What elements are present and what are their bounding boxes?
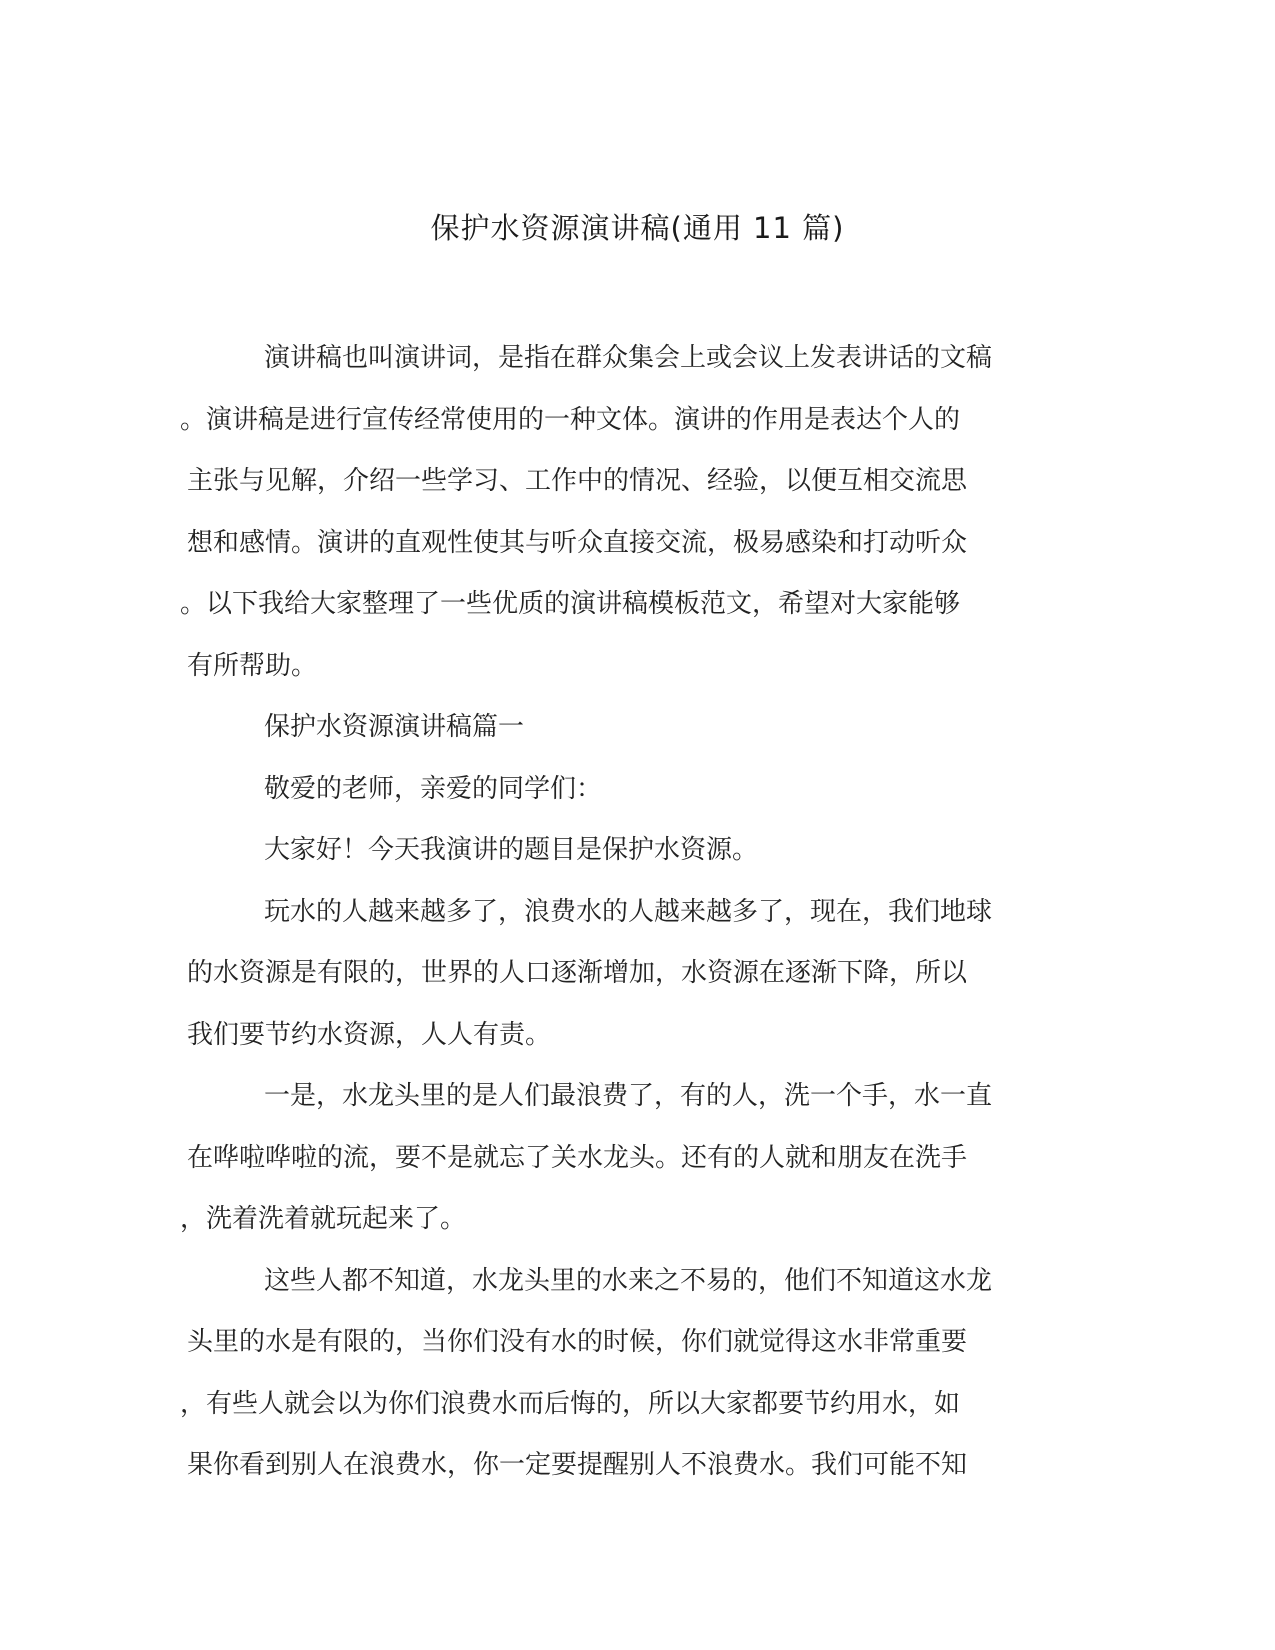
document-title: 保护水资源演讲稿(通用 11 篇) — [430, 211, 845, 245]
text-line: 一是，水龙头里的是人们最浪费了，有的人，洗一个手，水一直 — [264, 1081, 993, 1111]
section-heading: 保护水资源演讲稿篇一 — [264, 712, 525, 742]
text-line: 有所帮助。 — [187, 650, 318, 681]
text-line: ，洗着洗着就玩起来了。 — [180, 1204, 467, 1234]
text-line: 头里的水是有限的，当你们没有水的时候，你们就觉得这水非常重要 — [187, 1327, 968, 1357]
text-line: 在哗啦哗啦的流，要不是就忘了关水龙头。还有的人就和朋友在洗手 — [187, 1142, 968, 1173]
text-line: 想和感情。演讲的直观性使其与听众直接交流，极易感染和打动听众 — [187, 527, 968, 558]
text-line: 的水资源是有限的，世界的人口逐渐增加，水资源在逐渐下降，所以 — [187, 958, 968, 988]
text-line: 果你看到别人在浪费水，你一定要提醒别人不浪费水。我们可能不知 — [187, 1450, 968, 1480]
text-line: 。演讲稿是进行宣传经常使用的一种文体。演讲的作用是表达个人的 — [180, 404, 961, 435]
text-line: 这些人都不知道，水龙头里的水来之不易的，他们不知道这水龙 — [264, 1265, 993, 1296]
text-line: 大家好！今天我演讲的题目是保护水资源。 — [264, 835, 759, 865]
text-line: 玩水的人越来越多了，浪费水的人越来越多了，现在，我们地球 — [264, 896, 993, 927]
text-line: 。以下我给大家整理了一些优质的演讲稿模板范文，希望对大家能够 — [180, 589, 961, 619]
text-line: 主张与见解，介绍一些学习、工作中的情况、经验，以便互相交流思 — [187, 466, 968, 496]
document-body — [180, 328, 1067, 1497]
salutation: 敬爱的老师，亲爱的同学们： — [264, 773, 603, 804]
text-line: 我们要节约水资源，人人有责。 — [187, 1019, 552, 1050]
text-line: 演讲稿也叫演讲词，是指在群众集会上或会议上发表讲话的文稿 — [264, 343, 993, 373]
text-line: ，有些人就会以为你们浪费水而后悔的，所以大家都要节约用水，如 — [180, 1388, 961, 1419]
